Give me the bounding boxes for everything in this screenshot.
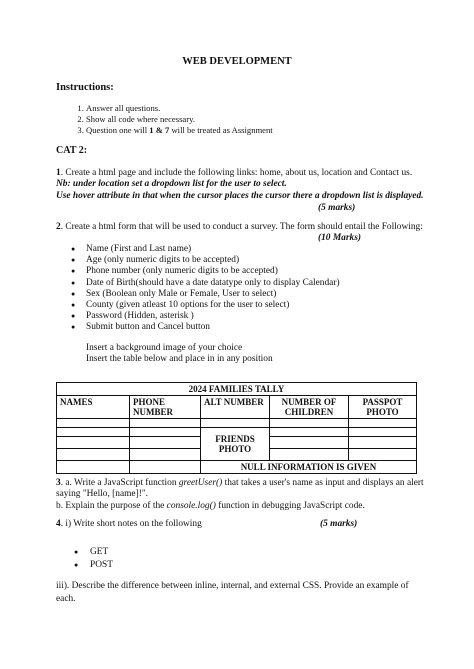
families-tally-table xyxy=(56,382,417,474)
instruction-text: Question one will xyxy=(86,125,150,136)
table-cell xyxy=(270,419,349,428)
document-title: WEB DEVELOPMENT xyxy=(182,56,292,67)
table-cell xyxy=(57,449,130,461)
list-item: ● Password (Hidden, asterisk ) xyxy=(86,311,340,322)
instruction-text: will be treated as Assignment xyxy=(169,125,273,136)
list-item: ● Submit button and Cancel button xyxy=(86,322,340,333)
question-text: function in debugging JavaScript code. xyxy=(215,500,365,511)
table-cell xyxy=(130,437,201,449)
instruction-number: 1 xyxy=(149,125,154,136)
column-header: ALT NUMBER xyxy=(201,396,270,419)
question-text: . a. Write a JavaScript function xyxy=(60,478,179,488)
instructions-list xyxy=(56,103,273,137)
function-name: console.log() xyxy=(166,500,216,511)
table-cell xyxy=(270,449,349,461)
table-cell xyxy=(130,428,201,437)
table-cell xyxy=(130,419,201,428)
question-3 xyxy=(56,478,426,512)
table-row xyxy=(57,428,417,437)
question-text: that takes a user's name as input and displays an alert saying "Hello, [name]!". xyxy=(56,478,424,500)
instruction-item: 2. Show all code where necessary. xyxy=(86,114,273,125)
question-4 xyxy=(56,519,426,530)
q2-extra-2: Insert the table below and place in in any position xyxy=(86,354,273,364)
table-cell xyxy=(270,428,349,437)
column-header: PHONE NUMBER xyxy=(130,396,201,419)
table-cell xyxy=(349,449,417,461)
question-4-iii: iii). Describe the difference between inline, internal, and external CSS. Provide an example of each. xyxy=(56,581,409,604)
question-text: b. Explain the purpose of the xyxy=(56,500,167,511)
table-cell xyxy=(57,419,130,428)
table-cell xyxy=(57,437,130,449)
cat-heading: CAT 2: xyxy=(56,145,88,156)
question-note-line2: Use hover attribute in that when the cursor places the cursor there a dropdown list is displayed. xyxy=(56,190,424,201)
question-number: 2 xyxy=(56,222,61,232)
list-item: ● Age (only numeric digits to be accepted) xyxy=(86,255,340,266)
instruction-item xyxy=(86,125,273,136)
q2-marks: (10 Marks) xyxy=(318,233,361,243)
table-cell xyxy=(349,428,417,437)
instruction-number: 7 xyxy=(165,125,170,136)
table-cell xyxy=(349,419,417,428)
list-item: ● Sex (Boolean only Male or Female, User to select) xyxy=(86,289,340,300)
table-cell xyxy=(201,419,270,428)
instruction-amp: & xyxy=(153,125,166,136)
friends-photo-cell: FRIENDS PHOTO xyxy=(201,428,270,461)
instructions-heading: Instructions: xyxy=(56,82,114,93)
question-number: 4 xyxy=(56,519,61,529)
instruction-item: 1. Answer all questions. xyxy=(86,103,273,114)
table-cell xyxy=(270,437,349,449)
question-text: . Create a html form that will be used to conduct a survey. The form should entail the Following: xyxy=(60,222,423,232)
list-item: ● POST xyxy=(90,559,113,572)
table-cell xyxy=(57,428,130,437)
function-name: greetUser() xyxy=(178,478,223,488)
survey-field-list xyxy=(56,244,340,334)
q2-extra-1: Insert a background image of your choice xyxy=(86,343,243,353)
list-item: ● Date of Birth(should have a date datatype only to display Calendar) xyxy=(86,278,340,289)
question-1 xyxy=(56,168,426,202)
table-cell xyxy=(57,461,130,474)
column-header: PASSPOT PHOTO xyxy=(349,396,417,419)
question-text: . Create a html page and include the following links: home, about us, location and Contact us. xyxy=(60,168,413,178)
table-cell xyxy=(130,461,201,474)
list-item: ● County (given atleast 10 options for the user to select) xyxy=(86,300,340,311)
question-2 xyxy=(56,222,426,233)
question-number: 1 xyxy=(56,168,61,178)
question-number: 3 xyxy=(56,478,61,488)
list-item: ● Name (First and Last name) xyxy=(86,244,340,255)
column-header: NAMES xyxy=(57,396,130,419)
table-footer: NULL INFORMATION IS GIVEN xyxy=(201,461,417,474)
question-text: . i) Write short notes on the following xyxy=(60,519,202,529)
list-item: ● Phone number (only numeric digits to be accepted) xyxy=(86,266,340,277)
question-note: Nb: under location set a dropdown list for the user to select. xyxy=(56,179,287,190)
table-caption: 2024 FAMILIES TALLY xyxy=(57,383,417,396)
table-row xyxy=(57,419,417,428)
table-cell xyxy=(130,449,201,461)
table-cell xyxy=(349,437,417,449)
column-header: NUMBER OF CHILDREN xyxy=(270,396,349,419)
http-methods-list xyxy=(56,546,113,572)
q4-marks: (5 marks) xyxy=(320,519,358,529)
list-item: ● GET xyxy=(90,546,113,559)
q1-marks: (5 marks) xyxy=(318,203,356,213)
